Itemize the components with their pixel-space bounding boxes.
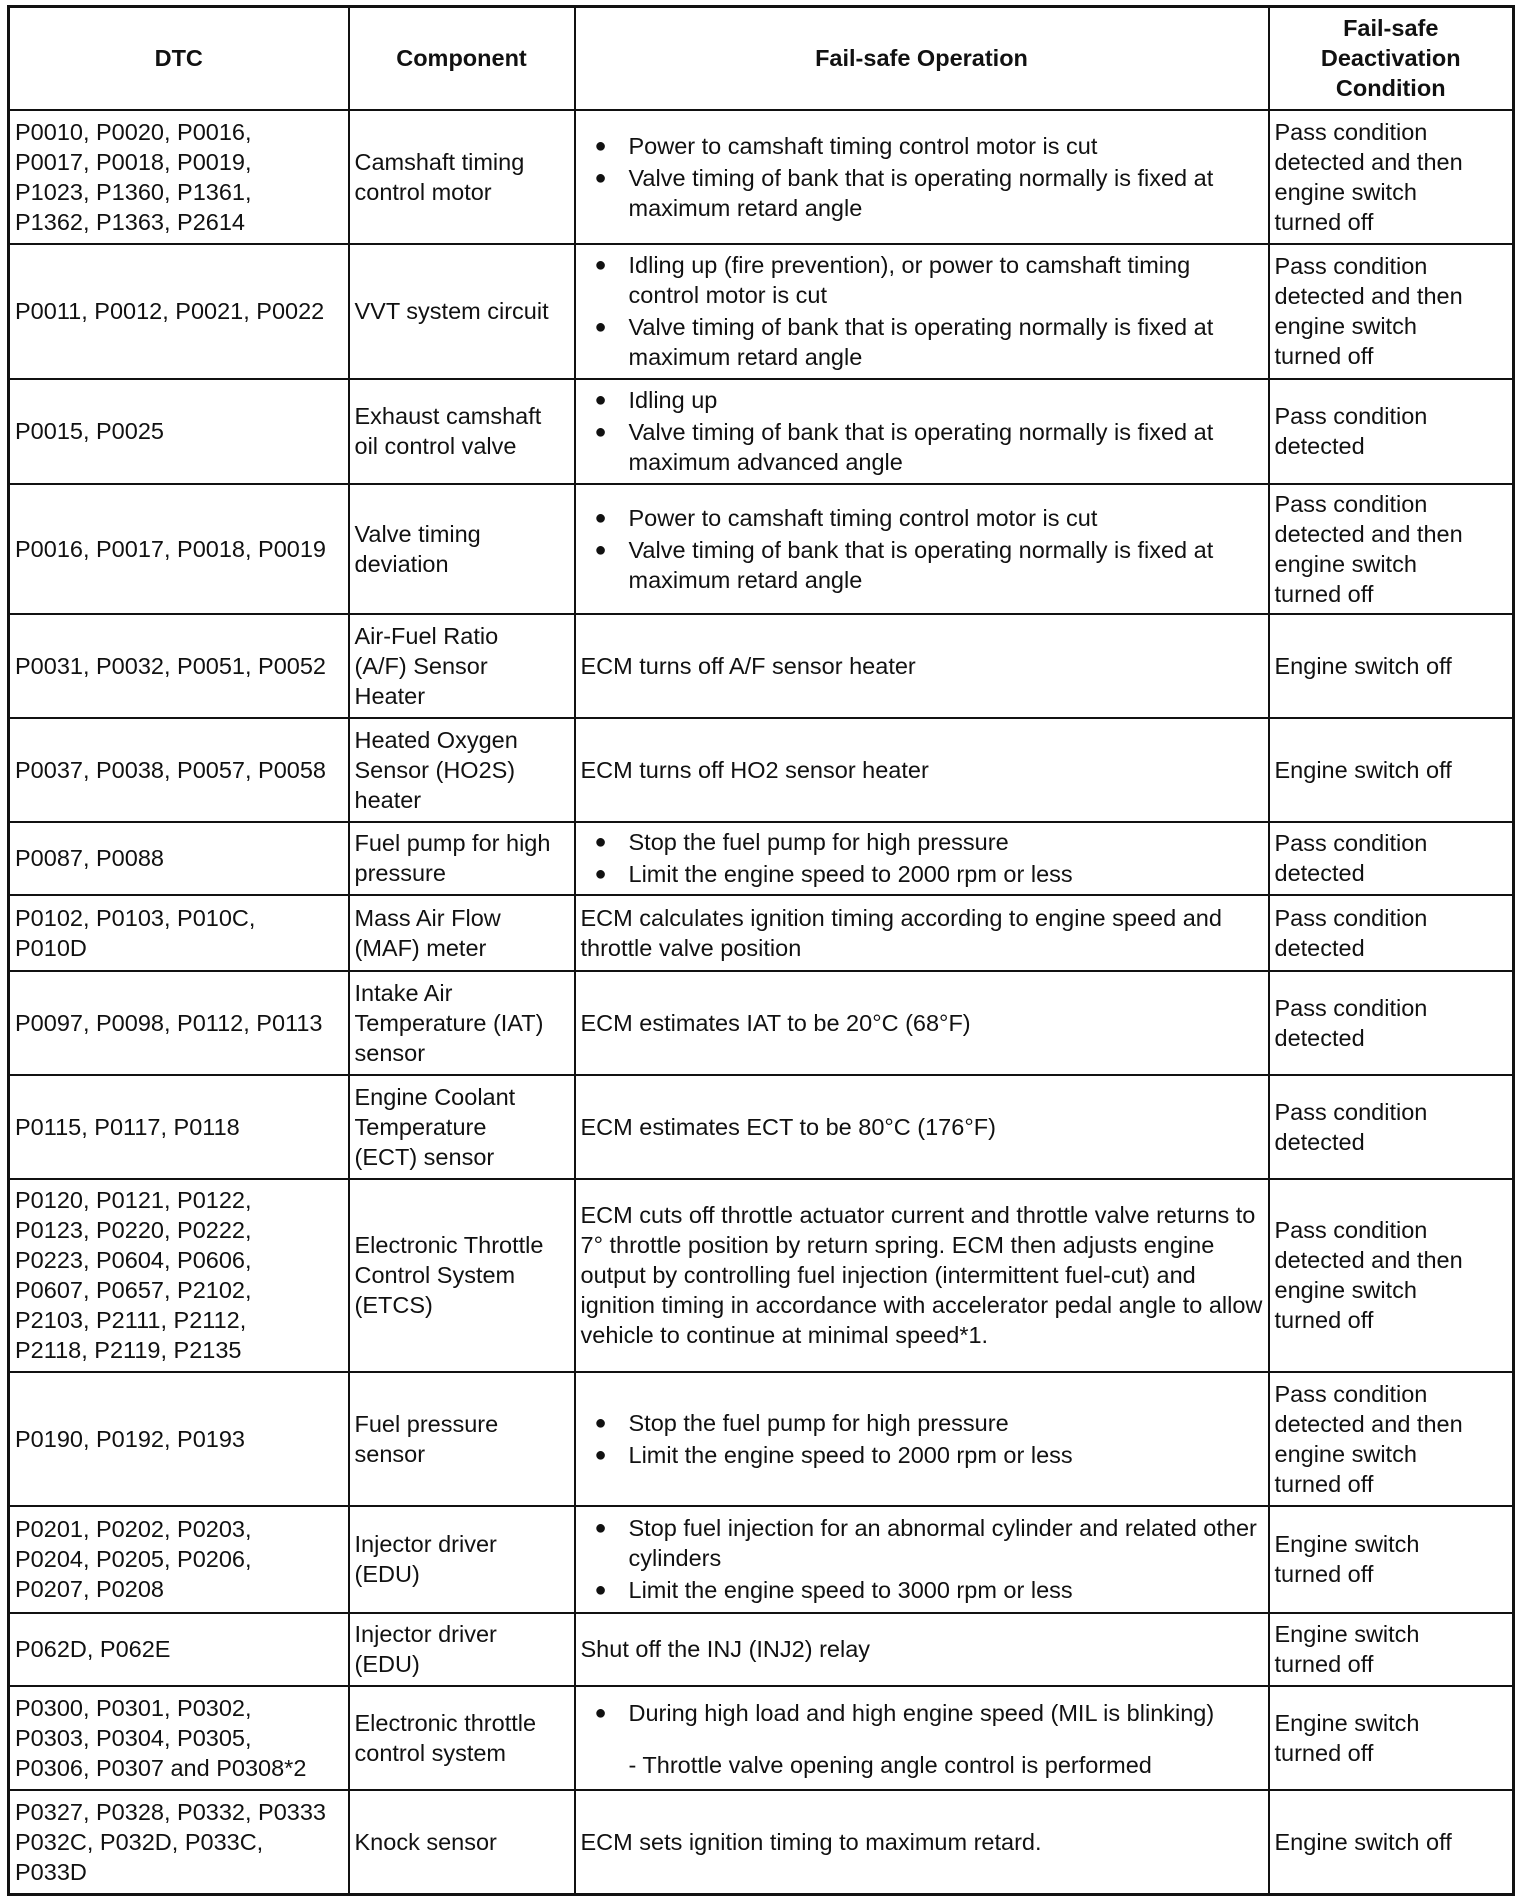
dtc-cell: P0201, P0202, P0203, P0204, P0205, P0206, P0207, P0208 [9,1506,349,1613]
operation-bullet-item: ● Stop fuel injection for an abnormal cylinder and related other cylinders [629,1513,1263,1573]
dtc-cell: P0190, P0192, P0193 [9,1372,349,1506]
dtc-cell: P0115, P0117, P0118 [9,1075,349,1179]
table-row [9,822,1514,895]
operation-cell [575,484,1269,614]
operation-cell [575,1372,1269,1506]
operation-cell [575,1506,1269,1613]
operation-bullet-list [581,1513,1263,1605]
operation-bullet-item: ● Limit the engine speed to 3000 rpm or less [629,1575,1263,1605]
condition-cell: Engine switch turned off [1269,1686,1514,1790]
dtc-cell: P0120, P0121, P0122, P0123, P0220, P0222, P0223, P0604, P0606, P0607, P0657, P2102, P2103, P2111, P2112, P2118, P2119, P2135 [9,1179,349,1372]
component-cell: Engine Coolant Temperature (ECT) sensor [349,1075,575,1179]
condition-cell: Engine switch turned off [1269,1613,1514,1686]
operation-bullet-list [581,131,1263,223]
condition-cell: Pass condition detected [1269,822,1514,895]
operation-bullet-item: ● Idling up (fire prevention), or power to camshaft timing control motor is cut [629,250,1263,310]
operation-bullet-item: ● Idling up [629,385,1263,415]
operation-cell [575,971,1269,1075]
operation-text: ECM sets ignition timing to maximum retard. [580,1828,1042,1855]
operation-bullet-list [581,385,1263,477]
operation-bullet-item: ● Valve timing of bank that is operating normally is fixed at maximum retard angle [629,163,1263,223]
operation-text: ECM estimates IAT to be 20°C (68°F) [580,1009,971,1036]
table-row [9,718,1514,822]
operation-bullet-item: ● During high load and high engine speed (MIL is blinking) [629,1698,1263,1728]
failsafe-table-container [7,5,1512,1885]
component-cell: Fuel pressure sensor [349,1372,575,1506]
operation-bullet-item: ● Limit the engine speed to 2000 rpm or less [629,859,1263,889]
operation-bullet-list [581,1408,1263,1470]
table-row [9,484,1514,614]
component-cell: Knock sensor [349,1790,575,1895]
dtc-cell: P0031, P0032, P0051, P0052 [9,614,349,718]
table-row [9,1372,1514,1506]
component-cell: Camshaft timing control motor [349,110,575,244]
dtc-cell: P0097, P0098, P0112, P0113 [9,971,349,1075]
component-cell: Valve timing deviation [349,484,575,614]
operation-cell [575,614,1269,718]
operation-cell [575,895,1269,971]
header-dtc: DTC [9,7,349,110]
operation-bullet-list [581,503,1263,595]
condition-cell: Pass condition detected and then engine switch turned off [1269,244,1514,379]
operation-bullet-item: ● Power to camshaft timing control motor is cut [629,131,1263,161]
dtc-cell: P0087, P0088 [9,822,349,895]
operation-bullet-item: ● Stop the fuel pump for high pressure [629,827,1263,857]
component-cell: Injector driver (EDU) [349,1506,575,1613]
component-cell: Mass Air Flow (MAF) meter [349,895,575,971]
table-row [9,244,1514,379]
operation-sub-note: - Throttle valve opening angle control is performed [628,1751,1152,1778]
operation-text: ECM turns off HO2 sensor heater [580,756,929,783]
table-row [9,614,1514,718]
table-row [9,1179,1514,1372]
component-cell: Electronic Throttle Control System (ETCS) [349,1179,575,1372]
operation-cell [575,1613,1269,1686]
operation-bullet-item: ● Stop the fuel pump for high pressure [629,1408,1263,1438]
condition-cell: Pass condition detected and then engine switch turned off [1269,1372,1514,1506]
component-cell: Intake Air Temperature (IAT) sensor [349,971,575,1075]
component-cell: Air-Fuel Ratio (A/F) Sensor Heater [349,614,575,718]
component-cell: Fuel pump for high pressure [349,822,575,895]
condition-cell: Pass condition detected and then engine switch turned off [1269,110,1514,244]
table-row [9,895,1514,971]
dtc-cell: P0037, P0038, P0057, P0058 [9,718,349,822]
table-row [9,1686,1514,1790]
table-row [9,110,1514,244]
operation-bullet-item: ● Valve timing of bank that is operating normally is fixed at maximum advanced angle [629,417,1263,477]
condition-cell: Pass condition detected [1269,971,1514,1075]
component-cell: Electronic throttle control system [349,1686,575,1790]
condition-cell: Engine switch off [1269,718,1514,822]
operation-bullet-item: ● Power to camshaft timing control motor is cut [629,503,1263,533]
operation-text: ECM cuts off throttle actuator current and throttle valve returns to 7° throttle position by return spring. ECM then adjusts engine output by controlling fuel injection (intermittent fuel-cut) and ignition timing in accordance with accelerator pedal angle to allow vehicle to continue at minimal speed*1. [580,1202,1263,1348]
table-row [9,1613,1514,1686]
dtc-cell: P0102, P0103, P010C, P010D [9,895,349,971]
dtc-cell: P0010, P0020, P0016, P0017, P0018, P0019, P1023, P1360, P1361, P1362, P1363, P2614 [9,110,349,244]
component-cell: VVT system circuit [349,244,575,379]
operation-cell [575,718,1269,822]
operation-bullet-list [581,827,1263,889]
dtc-cell: P0300, P0301, P0302, P0303, P0304, P0305, P0306, P0307 and P0308*2 [9,1686,349,1790]
condition-cell: Pass condition detected and then engine switch turned off [1269,1179,1514,1372]
condition-cell: Engine switch off [1269,1790,1514,1895]
table-header-row [9,7,1514,110]
operation-bullet-item: ● Limit the engine speed to 2000 rpm or less [629,1440,1263,1470]
table-row [9,1075,1514,1179]
condition-cell: Pass condition detected [1269,379,1514,484]
operation-bullet-list [581,250,1263,372]
header-component: Component [349,7,575,110]
operation-cell [575,379,1269,484]
operation-cell [575,244,1269,379]
failsafe-table [7,5,1515,1896]
operation-cell [575,1790,1269,1895]
operation-text: ECM estimates ECT to be 80°C (176°F) [580,1113,996,1140]
header-operation: Fail-safe Operation [575,7,1269,110]
header-condition: Fail-safe Deactivation Condition [1269,7,1514,110]
condition-cell: Pass condition detected and then engine switch turned off [1269,484,1514,614]
dtc-cell: P062D, P062E [9,1613,349,1686]
dtc-cell: P0011, P0012, P0021, P0022 [9,244,349,379]
operation-cell [575,822,1269,895]
component-cell: Heated Oxygen Sensor (HO2S) heater [349,718,575,822]
operation-cell [575,110,1269,244]
condition-cell: Engine switch turned off [1269,1506,1514,1613]
operation-bullet-item: ● Valve timing of bank that is operating normally is fixed at maximum retard angle [629,535,1263,595]
operation-text: ECM turns off A/F sensor heater [580,652,916,679]
operation-cell [575,1075,1269,1179]
condition-cell: Engine switch off [1269,614,1514,718]
dtc-cell: P0327, P0328, P0332, P0333 P032C, P032D, P033C, P033D [9,1790,349,1895]
operation-cell [575,1179,1269,1372]
operation-cell [575,1686,1269,1790]
operation-text: ECM calculates ignition timing according to engine speed and throttle valve position [580,904,1222,961]
table-row [9,971,1514,1075]
table-row [9,379,1514,484]
operation-bullet-list [581,1698,1263,1728]
dtc-cell: P0016, P0017, P0018, P0019 [9,484,349,614]
operation-text: Shut off the INJ (INJ2) relay [580,1636,871,1662]
condition-cell: Pass condition detected [1269,1075,1514,1179]
table-row [9,1790,1514,1895]
condition-cell: Pass condition detected [1269,895,1514,971]
component-cell: Injector driver (EDU) [349,1613,575,1686]
dtc-cell: P0015, P0025 [9,379,349,484]
component-cell: Exhaust camshaft oil control valve [349,379,575,484]
operation-bullet-item: ● Valve timing of bank that is operating normally is fixed at maximum retard angle [629,312,1263,372]
table-row [9,1506,1514,1613]
